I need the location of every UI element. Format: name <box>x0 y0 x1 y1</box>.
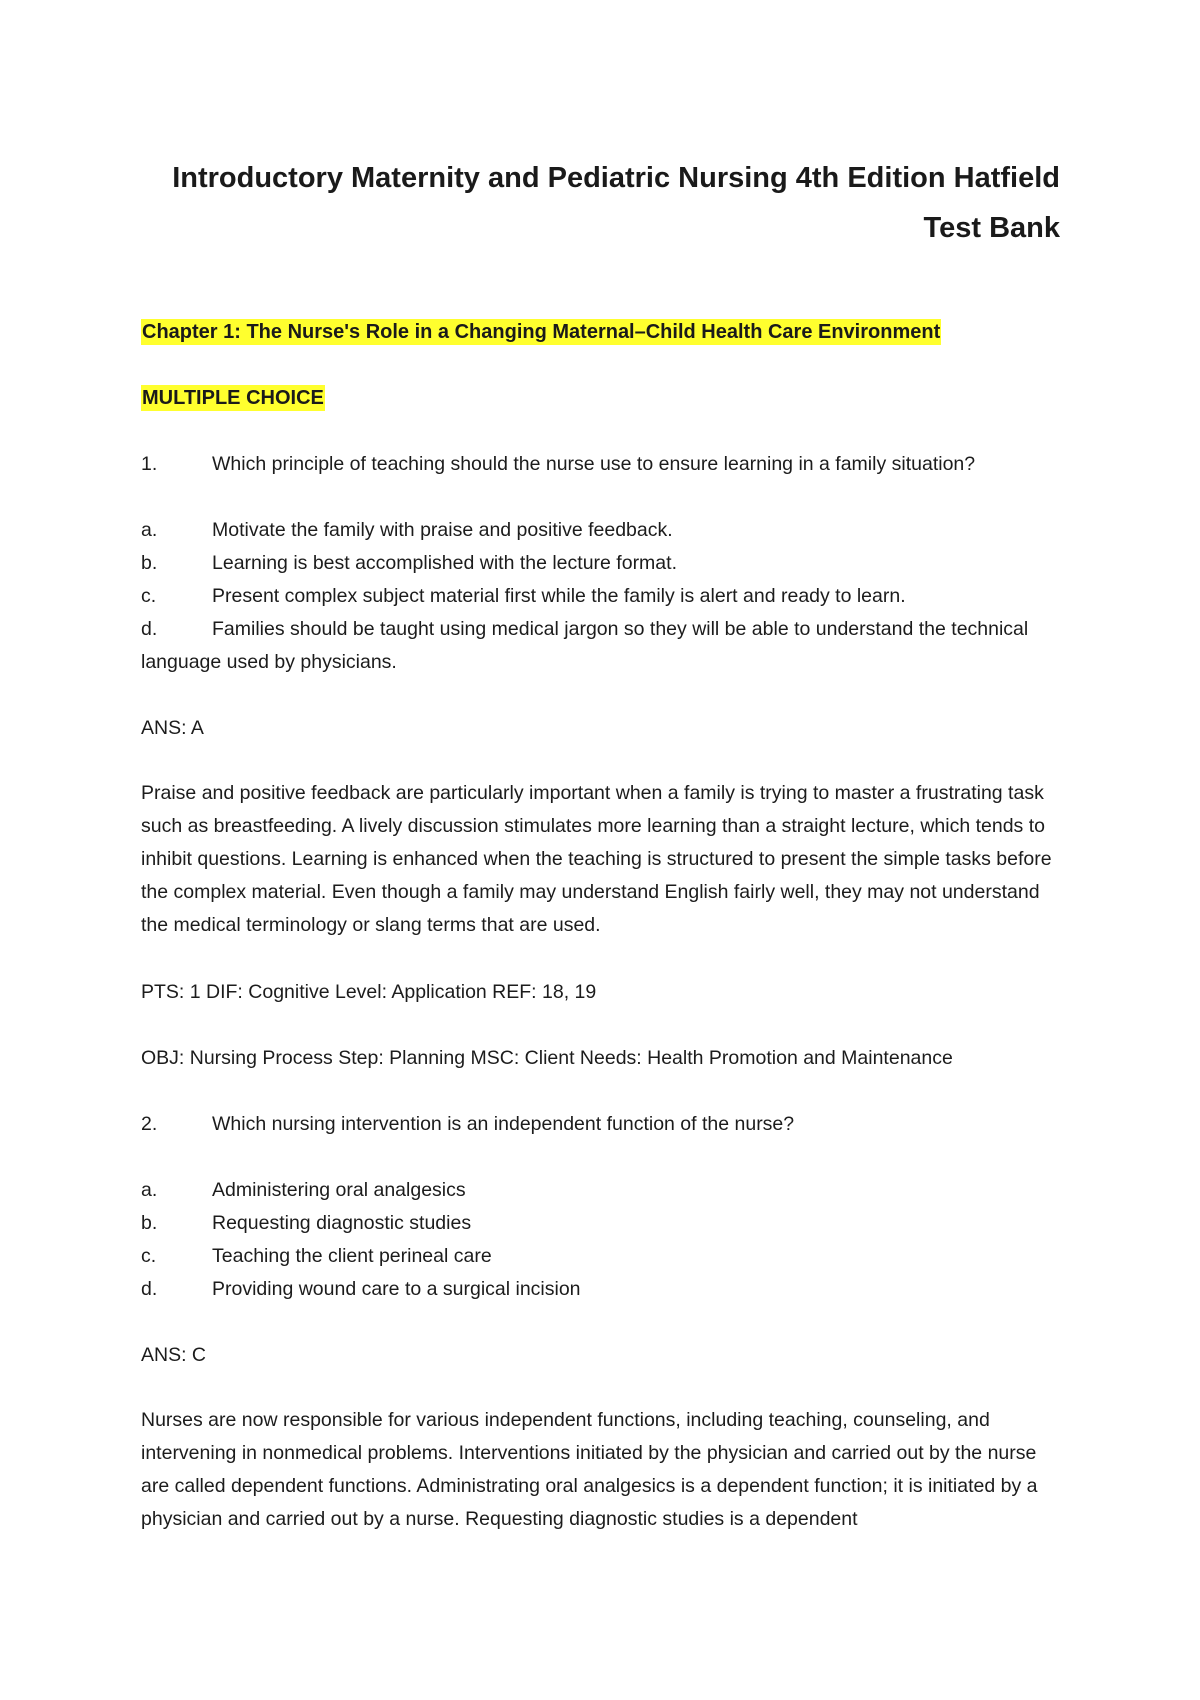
question-1-stem-text: Which principle of teaching should the nurse use to ensure learning in a family situation? <box>212 453 976 475</box>
option-text: Teaching the client perineal care <box>212 1245 492 1267</box>
question-1-option-a <box>141 516 673 544</box>
question-1-meta-obj: OBJ: Nursing Process Step: Planning MSC: Client Needs: Health Promotion and Maintenance <box>141 1047 953 1069</box>
question-1-meta-pts: PTS: 1 DIF: Cognitive Level: Application REF: 18, 19 <box>141 981 597 1003</box>
option-letter: d. <box>141 618 158 640</box>
question-2-option-b <box>141 1209 471 1237</box>
question-1-option-c <box>141 582 906 610</box>
option-letter: b. <box>141 552 158 574</box>
option-text: Motivate the family with praise and positive feedback. <box>212 519 673 541</box>
option-text: Providing wound care to a surgical incision <box>212 1278 581 1300</box>
option-text: Learning is best accomplished with the lecture format. <box>212 552 677 574</box>
question-2-number: 2. <box>141 1113 158 1135</box>
question-2-rationale: Nurses are now responsible for various independent functions, including teaching, counseling, and intervening in nonmedical problems. Interventions initiated by the physician and carried out by the nurse are called dependent functions. Administrating oral analgesics is a dependent function; it is initiated by a physician and carried out by a nurse. Requesting diagnostic studies is a dependent <box>141 1409 1038 1530</box>
option-letter: a. <box>141 1179 158 1201</box>
document-title: Introductory Maternity and Pediatric Nursing 4th Edition Hatfield Test Bank <box>172 162 1060 244</box>
question-1-answer: ANS: A <box>141 717 204 739</box>
option-letter: d. <box>141 1278 158 1300</box>
option-text: Requesting diagnostic studies <box>212 1212 472 1234</box>
option-letter: c. <box>141 1245 157 1267</box>
option-text: Families should be taught using medical jargon so they will be able to understand the technical <box>212 618 1029 640</box>
question-2-option-a <box>141 1176 466 1204</box>
question-2-option-d <box>141 1275 581 1303</box>
question-1-stem <box>141 450 975 478</box>
chapter-heading-highlight: Chapter 1: The Nurse's Role in a Changing Maternal–Child Health Care Environment <box>142 321 941 343</box>
question-2-answer: ANS: C <box>141 1344 207 1366</box>
question-1-option-d <box>141 615 1028 643</box>
option-letter: b. <box>141 1212 158 1234</box>
section-heading-highlight: MULTIPLE CHOICE <box>142 387 324 409</box>
question-1-number: 1. <box>141 453 158 475</box>
question-1-rationale: Praise and positive feedback are particularly important when a family is trying to master a frustrating task such as breastfeeding. A lively discussion stimulates more learning than a straight lecture, which tends to inhibit questions. Learning is enhanced when the teaching is structured to present the simple tasks before the complex material. Even though a family may understand English fairly well, they may not understand the medical terminology or slang terms that are used. <box>141 782 1052 936</box>
option-text: Present complex subject material first while the family is alert and ready to learn. <box>212 585 906 607</box>
chapter-heading <box>141 318 941 346</box>
question-2-option-c <box>141 1242 492 1270</box>
option-text: Administering oral analgesics <box>212 1179 466 1201</box>
question-1-option-d-continuation: language used by physicians. <box>141 651 397 673</box>
option-letter: a. <box>141 519 158 541</box>
question-1-option-b <box>141 549 677 577</box>
question-2-stem <box>141 1110 794 1138</box>
section-heading <box>141 384 325 412</box>
option-letter: c. <box>141 585 157 607</box>
question-2-stem-text: Which nursing intervention is an independent function of the nurse? <box>212 1113 795 1135</box>
